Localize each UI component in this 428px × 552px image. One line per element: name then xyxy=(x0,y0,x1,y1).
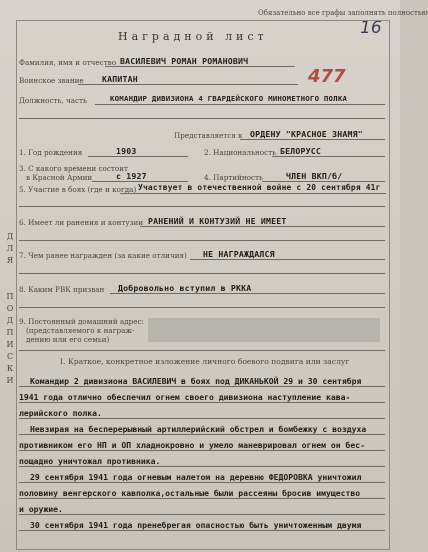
sidebar-letter: П xyxy=(6,292,14,301)
party-label: 4. Партийность xyxy=(204,173,263,182)
wounds-value: РАНЕНИЙ И КОНТУЗИЙ НЕ ИМЕЕТ xyxy=(148,216,287,226)
sidebar-letter: Д xyxy=(6,232,14,241)
body-line: лерийского полка. xyxy=(19,408,102,418)
sidebar-letter: Д xyxy=(6,316,14,325)
sidebar-letter: К xyxy=(6,364,14,373)
service-since-label-a: 3. С какого времени состоит xyxy=(19,164,128,173)
body-line: Командир 2 дивизиона ВАСИЛЕВИЧ в боях под ДИКАНЬКОЙ 29 и 30 сентября xyxy=(30,376,362,386)
body-line: Невзирая на бесперерывный артиллерийский обстрел и бомбежку с воздуха xyxy=(30,424,367,434)
sidebar-letter: Л xyxy=(6,244,14,253)
battles-value: Участвует в отечественной войне с 20 сентября 41г xyxy=(138,183,381,192)
body-line: 30 сентября 1941 года пренебрегая опасностью быть уничтоженным двумя xyxy=(30,520,362,530)
body-line: 29 сентября 1941 года огневым налетом на деревню ФЕДОРОВКА уничтожил xyxy=(30,472,362,482)
page-number: 16 xyxy=(360,18,382,38)
body-line: пощадно уничтожал противника. xyxy=(19,456,161,466)
birth-year-value: 1903 xyxy=(116,146,137,156)
post-value: КОМАНДИР ДИВИЗИОНА 4 ГВАРДЕЙСКОГО МИНОМЕТНОГО ПОЛКА xyxy=(110,94,348,103)
address-label-c: дению или его семьи) xyxy=(26,335,110,344)
address-label-a: 9. Постоянный домашний адрес: xyxy=(19,317,144,326)
body-line: и оружие. xyxy=(19,504,63,514)
wounds-label: 6. Имеет ли ранения и контузии xyxy=(19,218,144,227)
document-title: Наградной лист xyxy=(118,30,268,43)
sidebar-letter: Я xyxy=(6,256,14,265)
rvk-label: 8. Каким РВК призван xyxy=(19,285,105,294)
red-number: 477 xyxy=(308,66,346,87)
party-value: ЧЛЕН ВКП/б/ xyxy=(286,171,343,181)
service-since-value: с 1927 xyxy=(116,171,147,181)
sidebar-letter: С xyxy=(6,352,14,361)
service-since-label-b: в Красной Армии xyxy=(26,173,93,182)
battles-label: 5. Участие в боях (где и когда) xyxy=(19,185,137,194)
section-heading: I. Краткое, конкретное изложение личного боевого подвига или заслуг xyxy=(60,357,350,366)
sidebar-letter: И xyxy=(6,376,14,385)
sidebar-letter: О xyxy=(6,304,14,313)
page-frame xyxy=(16,20,390,550)
presented-label: Представляется к xyxy=(174,131,243,140)
rvk-value: Добровольно вступил в РККА xyxy=(118,283,252,293)
body-line: половину венгерского кавполка,остальные были рассеяны бросив имущество xyxy=(19,488,361,498)
address-label-b: (представляемого к награж- xyxy=(26,326,135,335)
header-note: Обязательно все графы заполнять полностью xyxy=(258,9,428,17)
rank-value: КАПИТАН xyxy=(102,74,138,84)
name-label: Фамилия, имя и отчество xyxy=(19,58,117,67)
post-label: Должность, часть xyxy=(19,96,87,105)
awards-label: 7. Чем ранее награжден (за какие отличия) xyxy=(19,251,187,260)
sidebar-letter: П xyxy=(6,328,14,337)
body-line: противником его НП и ОП хладнокровно и умело маневрировал огнем он бес- xyxy=(19,440,365,450)
awards-value: НЕ НАГРАЖДАЛСЯ xyxy=(203,249,275,259)
birth-year-label: 1. Год рождения xyxy=(19,148,83,157)
sidebar-vertical-label xyxy=(4,232,16,542)
presented-value: ОРДЕНУ "КРАСНОЕ ЗНАМЯ" xyxy=(250,129,363,139)
nationality-label: 2. Национальность xyxy=(204,148,277,157)
rank-label: Воинское звание xyxy=(19,76,84,85)
name-value: ВАСИЛЕВИЧ РОМАН РОМАНОВИЧ xyxy=(120,56,249,66)
body-line: 1941 года отлично обеспечил огнем своего дивизиона наступление кава- xyxy=(19,392,351,402)
nationality-value: БЕЛОРУСС xyxy=(280,146,322,156)
sidebar-letter: И xyxy=(6,340,14,349)
